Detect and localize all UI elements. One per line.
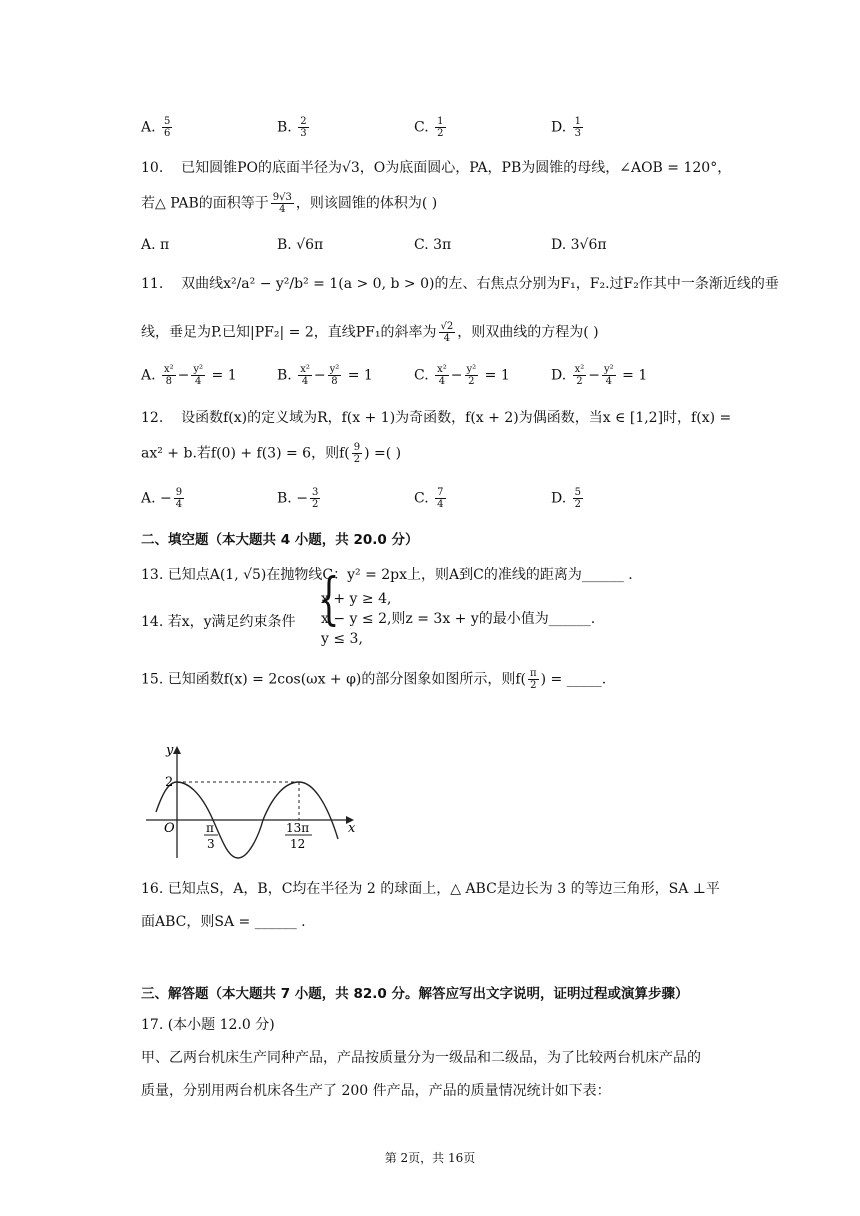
q12-line1: 12. 设函数f(x)的定义域为R，f(x + 1)为奇函数，f(x + 2)为偶函数，当x ∈ [1,2]时，f(x) = [141,410,732,426]
cosine-graph [140,740,370,865]
q17-line1: 甲、乙两台机床生产同种产品，产品按质量分为一级品和二级品，为了比较两台机床产品的 [141,1050,701,1066]
q16-line2: 面ABC，则SA = ______ . [141,914,306,930]
tick1-numerator: π [206,821,214,835]
q12-line2: ax² + b.若f(0) + f(3) = 6，则f( $\frac{9}{2}$ ) =( ) [141,442,402,465]
q9-option-a: A. $\frac{5}{6}$ [141,116,171,139]
q10-option-a: A. π [141,237,170,253]
q12-option-a: A. − $\frac{9}{4}$ [141,487,183,510]
tick2-denominator: 12 [290,837,306,851]
q15: 15. 已知函数f(x) = 2cos(ωx + φ)的部分图象如图所示，则f( $\frac{\pi}{2}$ ) = _____. [141,668,607,691]
q17-head: 17. (本小题 12.0 分) [141,1017,275,1033]
q16-line1: 16. 已知点S，A，B，C均在半径为 2 的球面上，△ ABC是边长为 3 的等边三角形，SA ⊥平 [141,881,720,897]
q11-option-b: B. $\frac{\text{x²}}{4}$ − $\frac{\text{y²}}{8}$ = 1 [277,364,373,387]
q9-option-c: C. $\frac{1}{2}$ [414,116,444,139]
page-footer: 第 2页，共 16页 [384,1151,476,1165]
section-answer-heading: 三、解答题（本大题共 7 小题，共 82.0 分。解答应写出文字说明，证明过程或演算步骤） [141,986,689,1002]
y-axis-arrow [173,746,181,754]
q14-constraint-2: x − y ≤ 2,则z = 3x + y的最小值为______. [321,611,596,627]
q10-option-d: D. 3√6π [551,237,607,253]
tick2-numerator: 13π [286,821,310,835]
y-axis-label: y [166,743,174,758]
q10-option-c: C. 3π [414,237,452,253]
origin-label: O [164,821,175,836]
q14-constraint-3: y ≤ 3, [321,631,363,647]
q13: 13. 已知点A(1, √5)在抛物线C：y² = 2px上，则A到C的准线的距离为______ . [141,567,633,583]
q14-constraint-1: x + y ≥ 4, [321,591,392,607]
max-label: 2 [165,775,174,790]
q17-line2: 质量，分别用两台机床各生产了 200 件产品，产品的质量情况统计如下表： [141,1083,611,1099]
x-axis-label: x [348,821,356,836]
q11-option-c: C. $\frac{\text{x²}}{4}$ − $\frac{\text{y²}}{2}$ = 1 [414,364,510,387]
q10-line2: 若△ PAB的面积等于 $\frac{9√3}{4}$ ，则该圆锥的体积为( ) [141,192,438,215]
q12-option-b: B. − $\frac{3}{2}$ [277,487,319,510]
section-fill-in-heading: 二、填空题（本大题共 4 小题，共 20.0 分） [141,532,419,548]
q11-line1: 11. 双曲线x²/a² − y²/b² = 1(a > 0, b > 0)的左、右焦点分别为F₁，F₂.过F₂作其中一条渐近线的垂 [141,276,779,292]
q12-option-d: D. $\frac{5}{2}$ [551,487,582,510]
q14-brace: { [318,567,340,632]
tick1-denominator: 3 [207,837,215,851]
q10-line1: 10. 已知圆锥PO的底面半径为√3，O为底面圆心，PA，PB为圆锥的母线，∠AOB = 120°， [141,160,732,176]
q9-option-b: B. $\frac{2}{3}$ [277,116,307,139]
q9-option-d: D. $\frac{1}{3}$ [551,116,582,139]
q14-prefix: 14. 若x，y满足约束条件 [141,614,296,630]
q10-option-b: B. √6π [277,237,324,253]
q11-option-d: D. $\frac{\text{x²}}{2}$ − $\frac{\text{y²}}{4}$ = 1 [551,364,648,387]
q11-line2: 线，垂足为P.已知|PF₂| = 2，直线PF₁的斜率为 $\frac{√2}{4}$ ，则双曲线的方程为( ) [141,321,599,344]
q11-option-a: A. $\frac{\text{x²}}{8}$ − $\frac{\text{y²}}{4}$ = 1 [141,364,237,387]
q12-option-c: C. $\frac{7}{4}$ [414,487,444,510]
